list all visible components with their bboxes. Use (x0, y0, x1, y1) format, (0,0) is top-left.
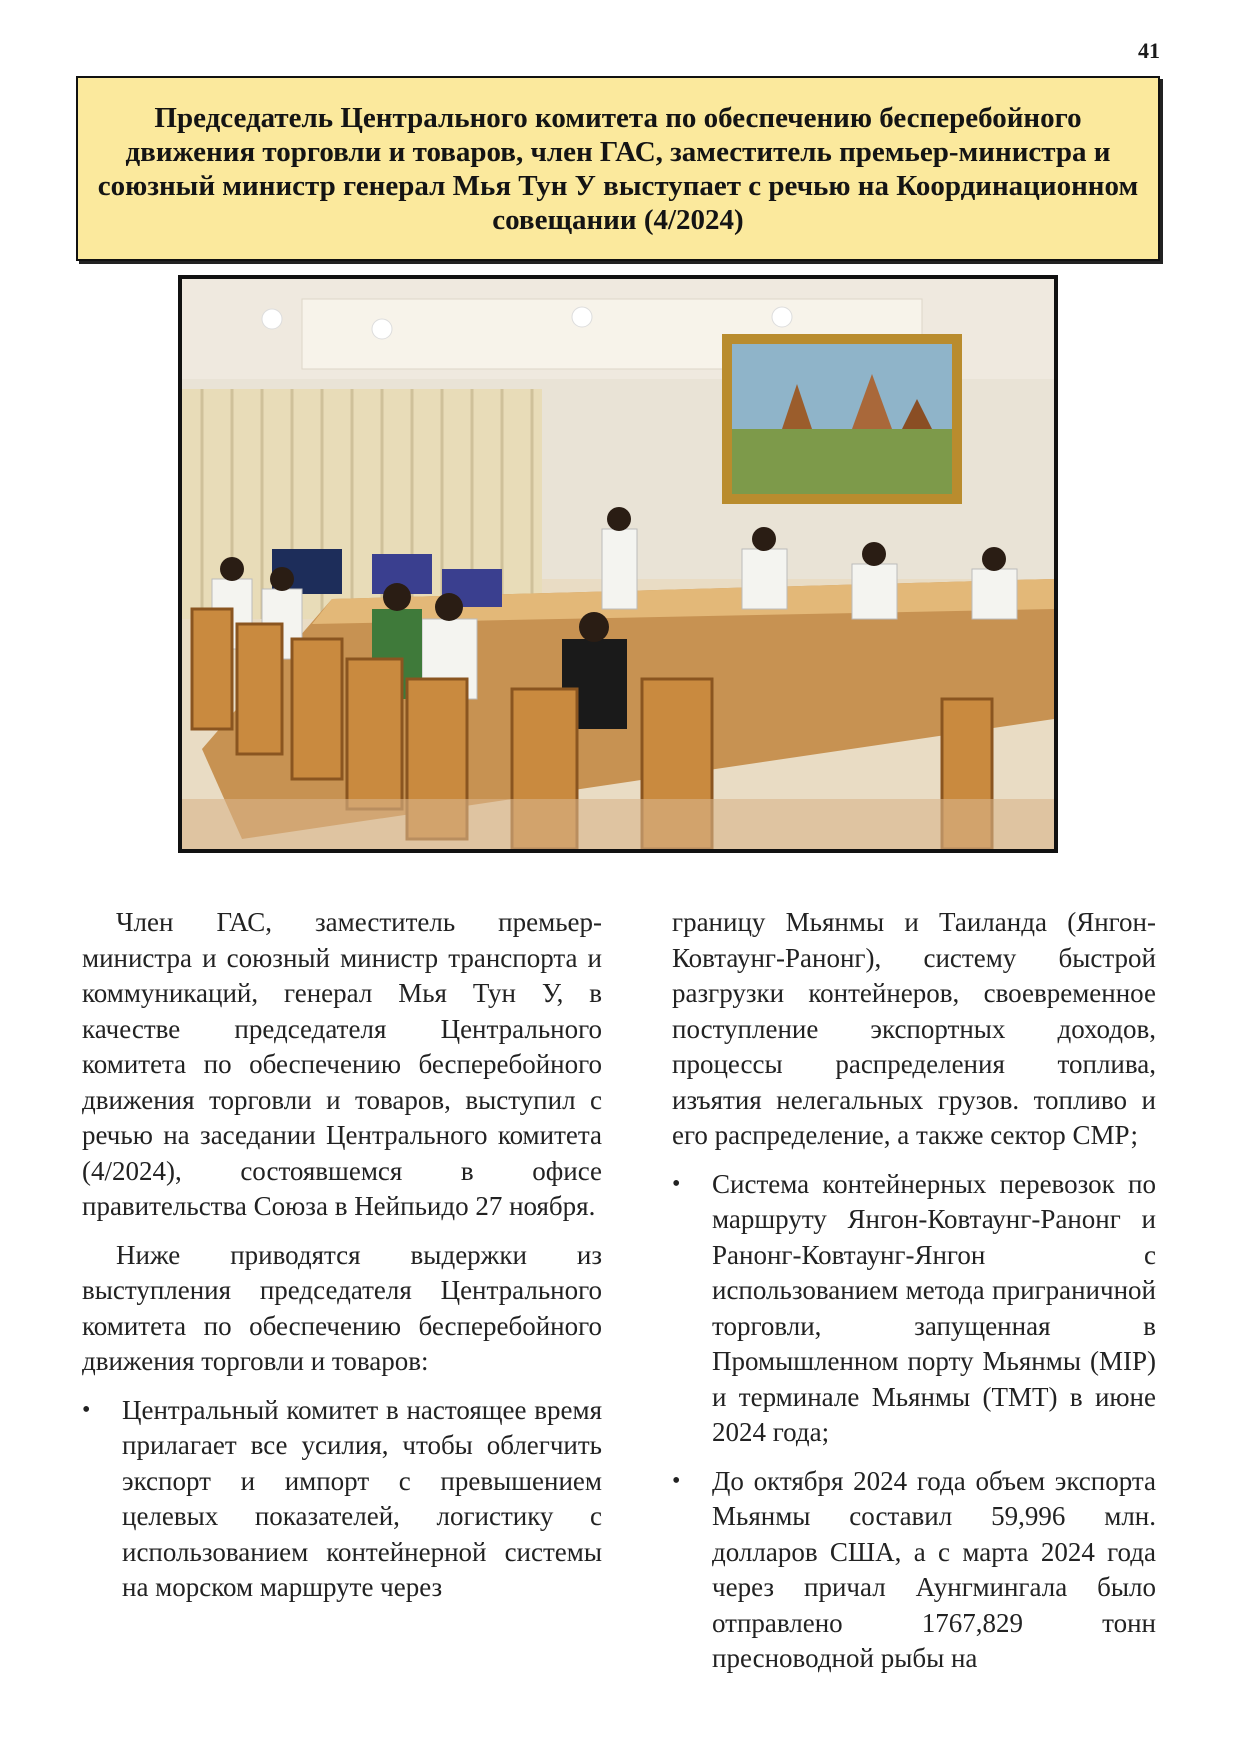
caption-title: Председатель Центрального комитета по обеспечению бесперебойного движения торговли и товаров, член ГАС, заместитель премьер-министра и союзный министр генерал Мья Тун У выступает с речью на Координационном совещании (4/2024) (97, 101, 1139, 236)
bullet-icon: • (672, 1467, 681, 1494)
meeting-photo (178, 275, 1058, 853)
excerpts-intro-paragraph: Ниже приводятся выдержки из выступления председателя Центрального комитета по обеспечению бесперебойного движения торговли и товаров: (82, 1239, 602, 1376)
meeting-photo-illustration (182, 279, 1054, 849)
bullet-list-right (672, 1167, 1156, 1677)
list-item (82, 1393, 602, 1606)
right-column (672, 905, 1156, 1690)
intro-paragraph: Член ГАС, заместитель премьер-министра и союзный министр транспорта и коммуникаций, генерал Мья Тун У, в качестве председателя Центрального комитета по обеспечению бесперебойного движения торговли и товаров, выступил с речью на заседании Центрального комитета (4/2024), состоявшемся в офисе правительства Союза в Нейпьидо 27 ноября. (82, 907, 602, 1221)
page-number: 41 (1138, 38, 1160, 63)
list-item-text: Центральный комитет в настоящее время прилагает все усилия, чтобы облегчить экспорт и импорт с превышением целевых показателей, логистику с использованием контейнерной системы на морском маршруте через (122, 1394, 602, 1602)
list-item-continuation: границу Мьянмы и Таиланда (Янгон-Ковтаунг-Ранонг), систему быстрой разгрузки контейнеров, своевременное поступление экспортных доходов, процессы распределения топлива, изъятия нелегальных грузов. топливо и его распределение, а также сектор СМР; (672, 907, 1156, 1150)
bullet-icon: • (672, 1170, 681, 1197)
bullet-icon: • (82, 1396, 91, 1423)
caption-box (76, 76, 1160, 261)
bullet-list-left (82, 1393, 602, 1606)
list-item (672, 1167, 1156, 1451)
list-item-text: До октября 2024 года объем экспорта Мьянмы составил 59,996 млн. долларов США, а с марта 2024 года через причал Аунгмингала было отправлено 1767,829 тонн пресноводной рыбы на (712, 1465, 1156, 1673)
list-item-text: Система контейнерных перевозок по маршруту Янгон-Ковтаунг-Ранонг и Ранонг-Ковтаунг-Янгон с использованием метода приграничной торговли, запущенная в Промышленном порту Мьянмы (MIP) и терминале Мьянмы (TMT) в июне 2024 года; (712, 1168, 1156, 1447)
list-item (672, 1464, 1156, 1677)
left-column (82, 905, 602, 1619)
